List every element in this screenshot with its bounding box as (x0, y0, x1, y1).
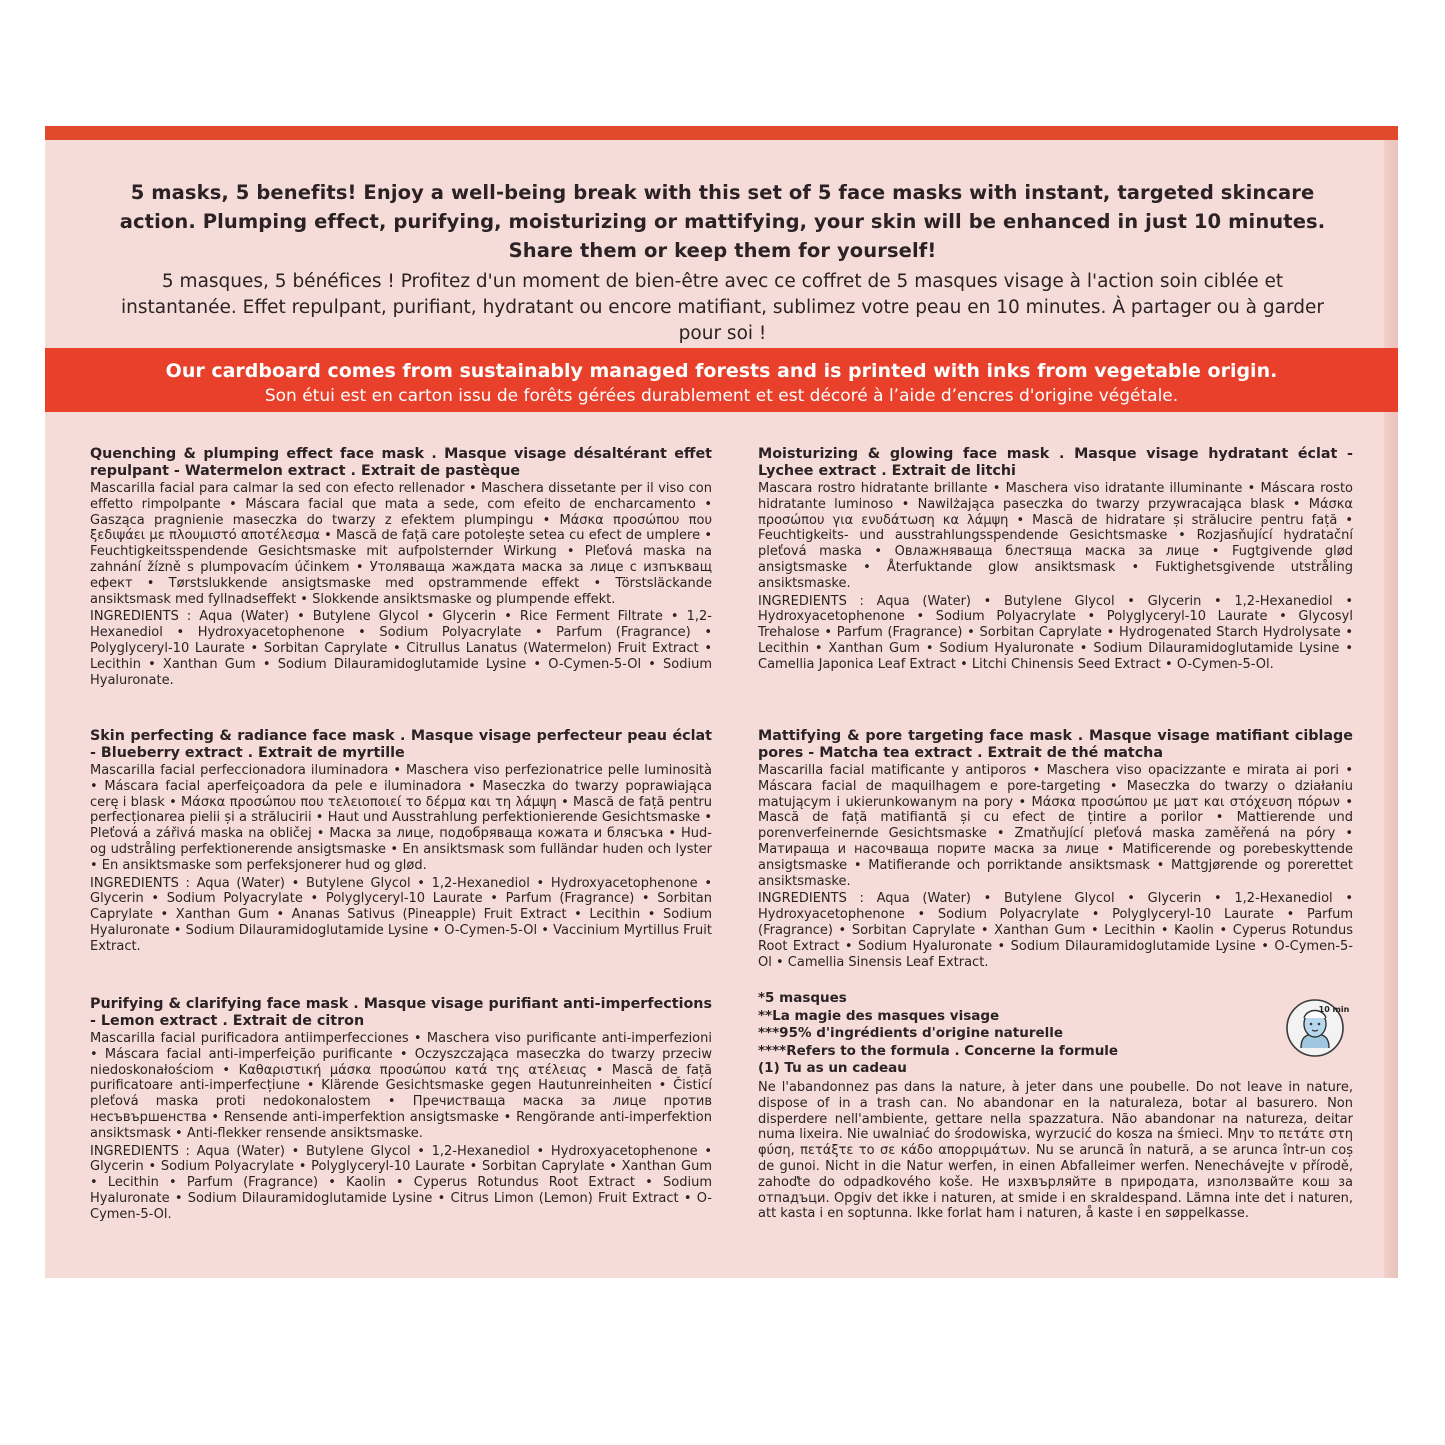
footnote: **La magie des masques visage (758, 1007, 1000, 1024)
mask-panel-lemon (90, 996, 712, 1223)
disposal-instructions: Ne l'abandonnez pas dans la nature, à jeter dans une poubelle. Do not leave in nature, dispose of in a trash can. No abandonar en la naturaleza, botar al basurero. Non disperdere nell'ambiente, gettare nella spazzatura. Não abandonar na natureza, deitar numa lixeira. Nie uwalniać do środowiska, wyrzucić do kosza na śmieci. Μην το πετάτε στη φύση, πετάξτε το σε κάδο απορριμάτων. Nu se aruncă în natură, a se arunca într-un coș de gunoi. Nicht in die Natur werfen, in einen Abfalleimer werfen. Nenechávejte v přírodě, zahoďte do odpadkového koše. Не изхвърляйте в природата, използвайте кош за отпадъци. Opgiv det ikke i naturen, at smide i en skraldespand. Lämna inte det i naturen, att kasta i en soptunna. Ikke forlat ham i naturen, å kaste i en søppelkasse. (758, 1080, 1353, 1222)
footnote: ***95% d'ingrédients d'origine naturelle (758, 1025, 1064, 1041)
mask-panel-watermelon (90, 446, 712, 688)
face-mask-10-min-icon (1285, 998, 1350, 1058)
eco-banner-english: Our cardboard comes from sustainably managed forests and is printed with inks from vegetable origin. (165, 360, 1278, 382)
mask-ingredients: INGREDIENTS : Aqua (Water) • Butylene Glycol • 1,2-Hexanediol • Hydroxyacetophenone • Glycerin • Sodium Polyacrylate • Polyglyceryl-10 Laurate • Sorbitan Caprylate • Xanthan Gum • Lecithin • Parfum (Fragrance) • Kaolin • Cyperus Rotundus Root Extract • Sodium Hyaluronate • Sodium Dilauramidoglutamide Lysine • Citrus Limon (Lemon) Fruit Extract • O-Cymen-5-Ol. (90, 1143, 712, 1222)
footnote: (1) Tu as un cadeau (758, 1060, 907, 1076)
mask-description: Mascara rostro hidratante brillante • Maschera viso idratante illuminante • Máscara rosto hidratante luminoso • Nawilżająca paseczka do twarzy przywracająca blask • Μάσκα προσώπου για ενυδάτωση κα λάμψη • Mască de hidratare și strălucire pentru față • Feuchtigkeits- und ausstrahlungsspendende Gesichtsmaske • Rozjasňující hydratační pleťová maska • Овлажняваща блестяща маска за лице • Fugtgivende glød ansigtsmaske • Återfuktande glow ansiktsmask • Fuktighetsgivende utstråling ansiktsmaske. (758, 481, 1353, 591)
mask-description: Mascarilla facial purificadora antiimperfecciones • Maschera viso purificante anti-imperfezioni • Máscara facial anti-imperfeição purificante • Oczyszczająca maseczka do twarzy przeciw niedoskonałościom • Καθαριστική μάσκα προσώπου κατά της ατέλειας • Mască de față purificatoare anti-imperfecțiune • Klärende Gesichtsmaske gegen Hautunreinheiten • Čisticí pleťová maska proti nedokonalostem • Пречистваща маска за лице против несъвършенства • Rensende anti-imperfektion ansigtsmaske • Rengörande anti-imperfektion ansiktsmask • Anti-flekker rensende ansiktsmaske. (90, 1031, 712, 1141)
mask-ingredients: INGREDIENTS : Aqua (Water) • Butylene Glycol • Glycerin • Rice Ferment Filtrate • 1,2-Hexanediol • Hydroxyacetophenone • Sodium Polyacrylate • Parfum (Fragrance) • Polyglyceryl-10 Laurate • Sorbitan Caprylate • Citrullus Lanatus (Watermelon) Fruit Extract • Lecithin • Xanthan Gum • Sodium Dilauramidoglutamide Lysine • O-Cymen-5-Ol • Sodium Hyaluronate. (90, 609, 712, 688)
mask-title: Quenching & plumping effect face mask . Masque visage désaltérant effet repulpant - Watermelon extract . Extrait de pastèque (90, 446, 712, 479)
intro-english: 5 masks, 5 benefits! Enjoy a well-being break with this set of 5 face masks with instant, targeted skincare action. Plumping effect, purifying, moisturizing or mattifying, your skin will be enhanced in just 10 minutes. Share them or keep them for yourself! (119, 181, 1326, 262)
icon-label: 10 min (1318, 1005, 1350, 1014)
mask-description: Mascarilla facial perfeccionadora iluminadora • Maschera viso perfezionatrice pelle luminosità • Máscara facial aperfeiçoadora da pele e iluminadora • Maseczka do twarzy poprawiająca cerę i blask • Μάσκα προσώπου που τελειοποιεί το δέρμα και τη λάμψη • Mască de față pentru perfecționarea pielii și a strălucirii • Haut und Ausstrahlung perfektionierende Gesichtsmaske • Pleťová a zářivá maska na obličej • Маска за лице, подобряваща кожата и блясъка • Hud- og udstråling perfektionerende ansigtsmaske • En ansiktsmask som fulländar huden och lyster • En ansiktsmaske som perfeksjonerer hud og glød. (90, 763, 712, 873)
mask-description: Mascarilla facial para calmar la sed con efecto rellenador • Maschera dissetante per il viso con effetto rimpolpante • Máscara facial que mata a sede, com efeito de encharcamento • Gasząca pragnienie maseczka do twarzy z efektem plumpingu • Μάσκα προσώπου που ξεδιψάει με πλουμιστό αποτέλεσμα • Mască de față care potolește setea cu efect de umplere • Feuchtigkeitsspendende Gesichtsmaske mit aufpolsternder Wirkung • Pleťová maska na zahnání žízně s plumpovacím účinkem • Утоляваща жаждата маска за лице с изпъкващ ефект • Tørstslukkende ansigtsmaske med opstrammende effekt • Törstsläckande ansiktsmask med fyllnadseffekt • Slokkende ansiktsmaske og plumpende effekt. (90, 481, 712, 607)
mask-title: Moisturizing & glowing face mask . Masque visage hydratant éclat - Lychee extract . Extrait de litchi (758, 446, 1353, 479)
eco-banner-french: Son étui est en carton issu de forêts gérées durablement et est décoré à l’aide d’encres d'origine végétale. (264, 386, 1179, 406)
footnotes (758, 990, 1318, 1078)
product-box-back (45, 140, 1398, 1278)
footnote: ****Refers to the formula . Concerne la formule (758, 1042, 1119, 1059)
box-side-shadow (1384, 140, 1398, 1278)
footnote: *5 masques (758, 990, 847, 1006)
mask-title: Mattifying & pore targeting face mask . Masque visage matifiant ciblage pores - Matcha tea extract . Extrait de thé matcha (758, 728, 1353, 761)
mask-title: Purifying & clarifying face mask . Masque visage purifiant anti-imperfections - Lemon extract . Extrait de citron (90, 996, 712, 1029)
intro-text (105, 178, 1340, 347)
mask-title: Skin perfecting & radiance face mask . Masque visage perfecteur peau éclat - Blueberry extract . Extrait de myrtille (90, 728, 712, 761)
mask-ingredients: INGREDIENTS : Aqua (Water) • Butylene Glycol • 1,2-Hexanediol • Hydroxyacetophenone • Glycerin • Sodium Polyacrylate • Polyglyceryl-10 Laurate • Parfum (Fragrance) • Sorbitan Caprylate • Xanthan Gum • Ananas Sativus (Pineapple) Fruit Extract • Lecithin • Sodium Hyaluronate • Sodium Dilauramidoglutamide Lysine • O-Cymen-5-Ol • Vaccinium Myrtillus Fruit Extract. (90, 875, 712, 954)
mask-ingredients: INGREDIENTS : Aqua (Water) • Butylene Glycol • Glycerin • 1,2-Hexanediol • Hydroxyacetophenone • Sodium Polyacrylate • Polyglyceryl-10 Laurate • Parfum (Fragrance) • Sorbitan Caprylate • Xanthan Gum • Lecithin • Kaolin • Cyperus Rotundus Root Extract • Sodium Hyaluronate • Sodium Dilauramidoglutamide Lysine • O-Cymen-5-Ol • Camellia Sinensis Leaf Extract. (758, 891, 1353, 970)
mask-description: Mascarilla facial matificante y antiporos • Maschera viso opacizzante e mirata ai pori • Máscara facial de maquilhagem e pore-targeting • Maseczka do twarzy o działaniu matującym i ukierunkowanym na pory • Μάσκα προσώπου με ματ και στόχευση πόρων • Mască de față matifiantă și cu efect de țintire a porilor • Mattierende und porenverfeinernde Gesichtsmaske • Zmatňující pleťová maska zaměřená na póry • Матираща и насочваща порите маска за лице • Matificerende og porebeskyttende ansigtsmaske • Matifierande och porriktande ansiktsmask • Mattgjørende og porerettet ansiktsmaske. (758, 763, 1353, 889)
mask-panel-matcha (758, 728, 1353, 970)
intro-french: 5 masques, 5 bénéfices ! Profitez d'un moment de bien-être avec ce coffret de 5 masques visage à l'action soin ciblée et instantanée. Effet repulpant, purifiant, hydratant ou encore matifiant, sublimez votre peau en 10 minutes. À partager ou à garder pour soi ! (121, 271, 1324, 344)
mask-ingredients: INGREDIENTS : Aqua (Water) • Butylene Glycol • Glycerin • 1,2-Hexanediol • Hydroxyacetophenone • Sodium Polyacrylate • Polyglyceryl-10 Laurate • Glycosyl Trehalose • Parfum (Fragrance) • Sorbitan Caprylate • Hydrogenated Starch Hydrolysate • Lecithin • Xanthan Gum • Sodium Hyaluronate • Sodium Dilauramidoglutamide Lysine • Camellia Japonica Leaf Extract • Litchi Chinensis Seed Extract • O-Cymen-5-Ol. (758, 593, 1353, 672)
mask-panel-blueberry (90, 728, 712, 955)
eco-banner (45, 348, 1398, 412)
mask-panel-lychee (758, 446, 1353, 673)
